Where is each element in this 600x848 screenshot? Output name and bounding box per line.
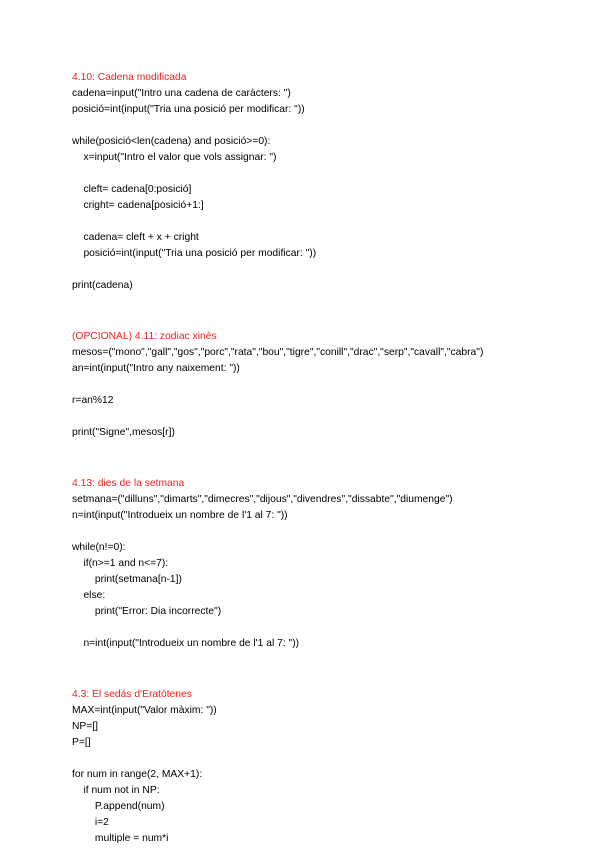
blank-line: [72, 118, 582, 134]
spacer: [72, 294, 582, 310]
blank-line: [72, 409, 582, 425]
code-line: x=input("Intro el valor que vols assignar: "): [72, 152, 277, 163]
code-line: n=int(input("Introdueix un nombre de l'1 al 7: ")): [72, 510, 288, 521]
section-4-11: [72, 329, 582, 441]
code-line: multiple = num*i: [72, 833, 169, 844]
document-page: [72, 70, 582, 847]
blank-line: [72, 262, 582, 278]
spacer: [72, 310, 582, 329]
code-line: cleft= cadena[0:posició]: [72, 184, 192, 195]
code-line: mesos=("mono","gall","gos","porc","rata","bou","tigre","conill","drac","serp","cavall","cabra"): [72, 347, 484, 358]
code-line: NP=[]: [72, 721, 99, 732]
code-line: print(cadena): [72, 280, 133, 291]
spacer: [72, 441, 582, 457]
section-heading: 4.3: El sedás d'Eratòtenes: [72, 689, 192, 700]
code-line: cadena=input("Intro una cadena de caràcters: "): [72, 88, 291, 99]
blank-line: [72, 166, 582, 182]
section-4-10: [72, 70, 582, 294]
code-line: i=2: [72, 817, 109, 828]
section-4-3: [72, 687, 582, 847]
section-heading: (OPCIONAL) 4.11: zodiac xinès: [72, 331, 217, 342]
spacer: [72, 652, 582, 668]
code-line: print("Signe",mesos[r]): [72, 427, 175, 438]
blank-line: [72, 751, 582, 767]
code-line: MAX=int(input("Valor màxim: ")): [72, 705, 217, 716]
code-line: P=[]: [72, 737, 91, 748]
code-line: while(posició<len(cadena) and posició>=0):: [72, 136, 271, 147]
code-line: else:: [72, 590, 106, 601]
code-line: setmana=("dilluns","dimarts","dimecres","dijous","divendres","dissabte","diumenge"): [72, 494, 453, 505]
spacer: [72, 668, 582, 687]
code-line: n=int(input("Introdueix un nombre de l'1 al 7: ")): [72, 638, 300, 649]
code-line: cadena= cleft + x + cright: [72, 232, 199, 243]
section-4-13: [72, 476, 582, 652]
blank-line: [72, 214, 582, 230]
code-line: print("Error: Dia incorrecte"): [72, 606, 222, 617]
code-line: posició=int(input("Tria una posició per modificar: ")): [72, 104, 305, 115]
code-line: posició=int(input("Tria una posició per modificar: ")): [72, 248, 317, 259]
code-line: if(n>=1 and n<=7):: [72, 558, 169, 569]
code-line: an=int(input("Intro any naixement: ")): [72, 363, 240, 374]
code-line: for num in range(2, MAX+1):: [72, 769, 203, 780]
code-line: P.append(num): [72, 801, 165, 812]
spacer: [72, 457, 582, 476]
section-heading: 4.10: Cadena modificada: [72, 72, 187, 83]
code-line: print(setmana[n-1]): [72, 574, 182, 585]
code-line: r=an%12: [72, 395, 114, 406]
blank-line: [72, 377, 582, 393]
code-line: cright= cadena[posició+1:]: [72, 200, 204, 211]
section-heading: 4.13: dies de la setmana: [72, 478, 185, 489]
blank-line: [72, 620, 582, 636]
blank-line: [72, 524, 582, 540]
code-line: while(n!=0):: [72, 542, 126, 553]
code-line: if num not in NP:: [72, 785, 160, 796]
